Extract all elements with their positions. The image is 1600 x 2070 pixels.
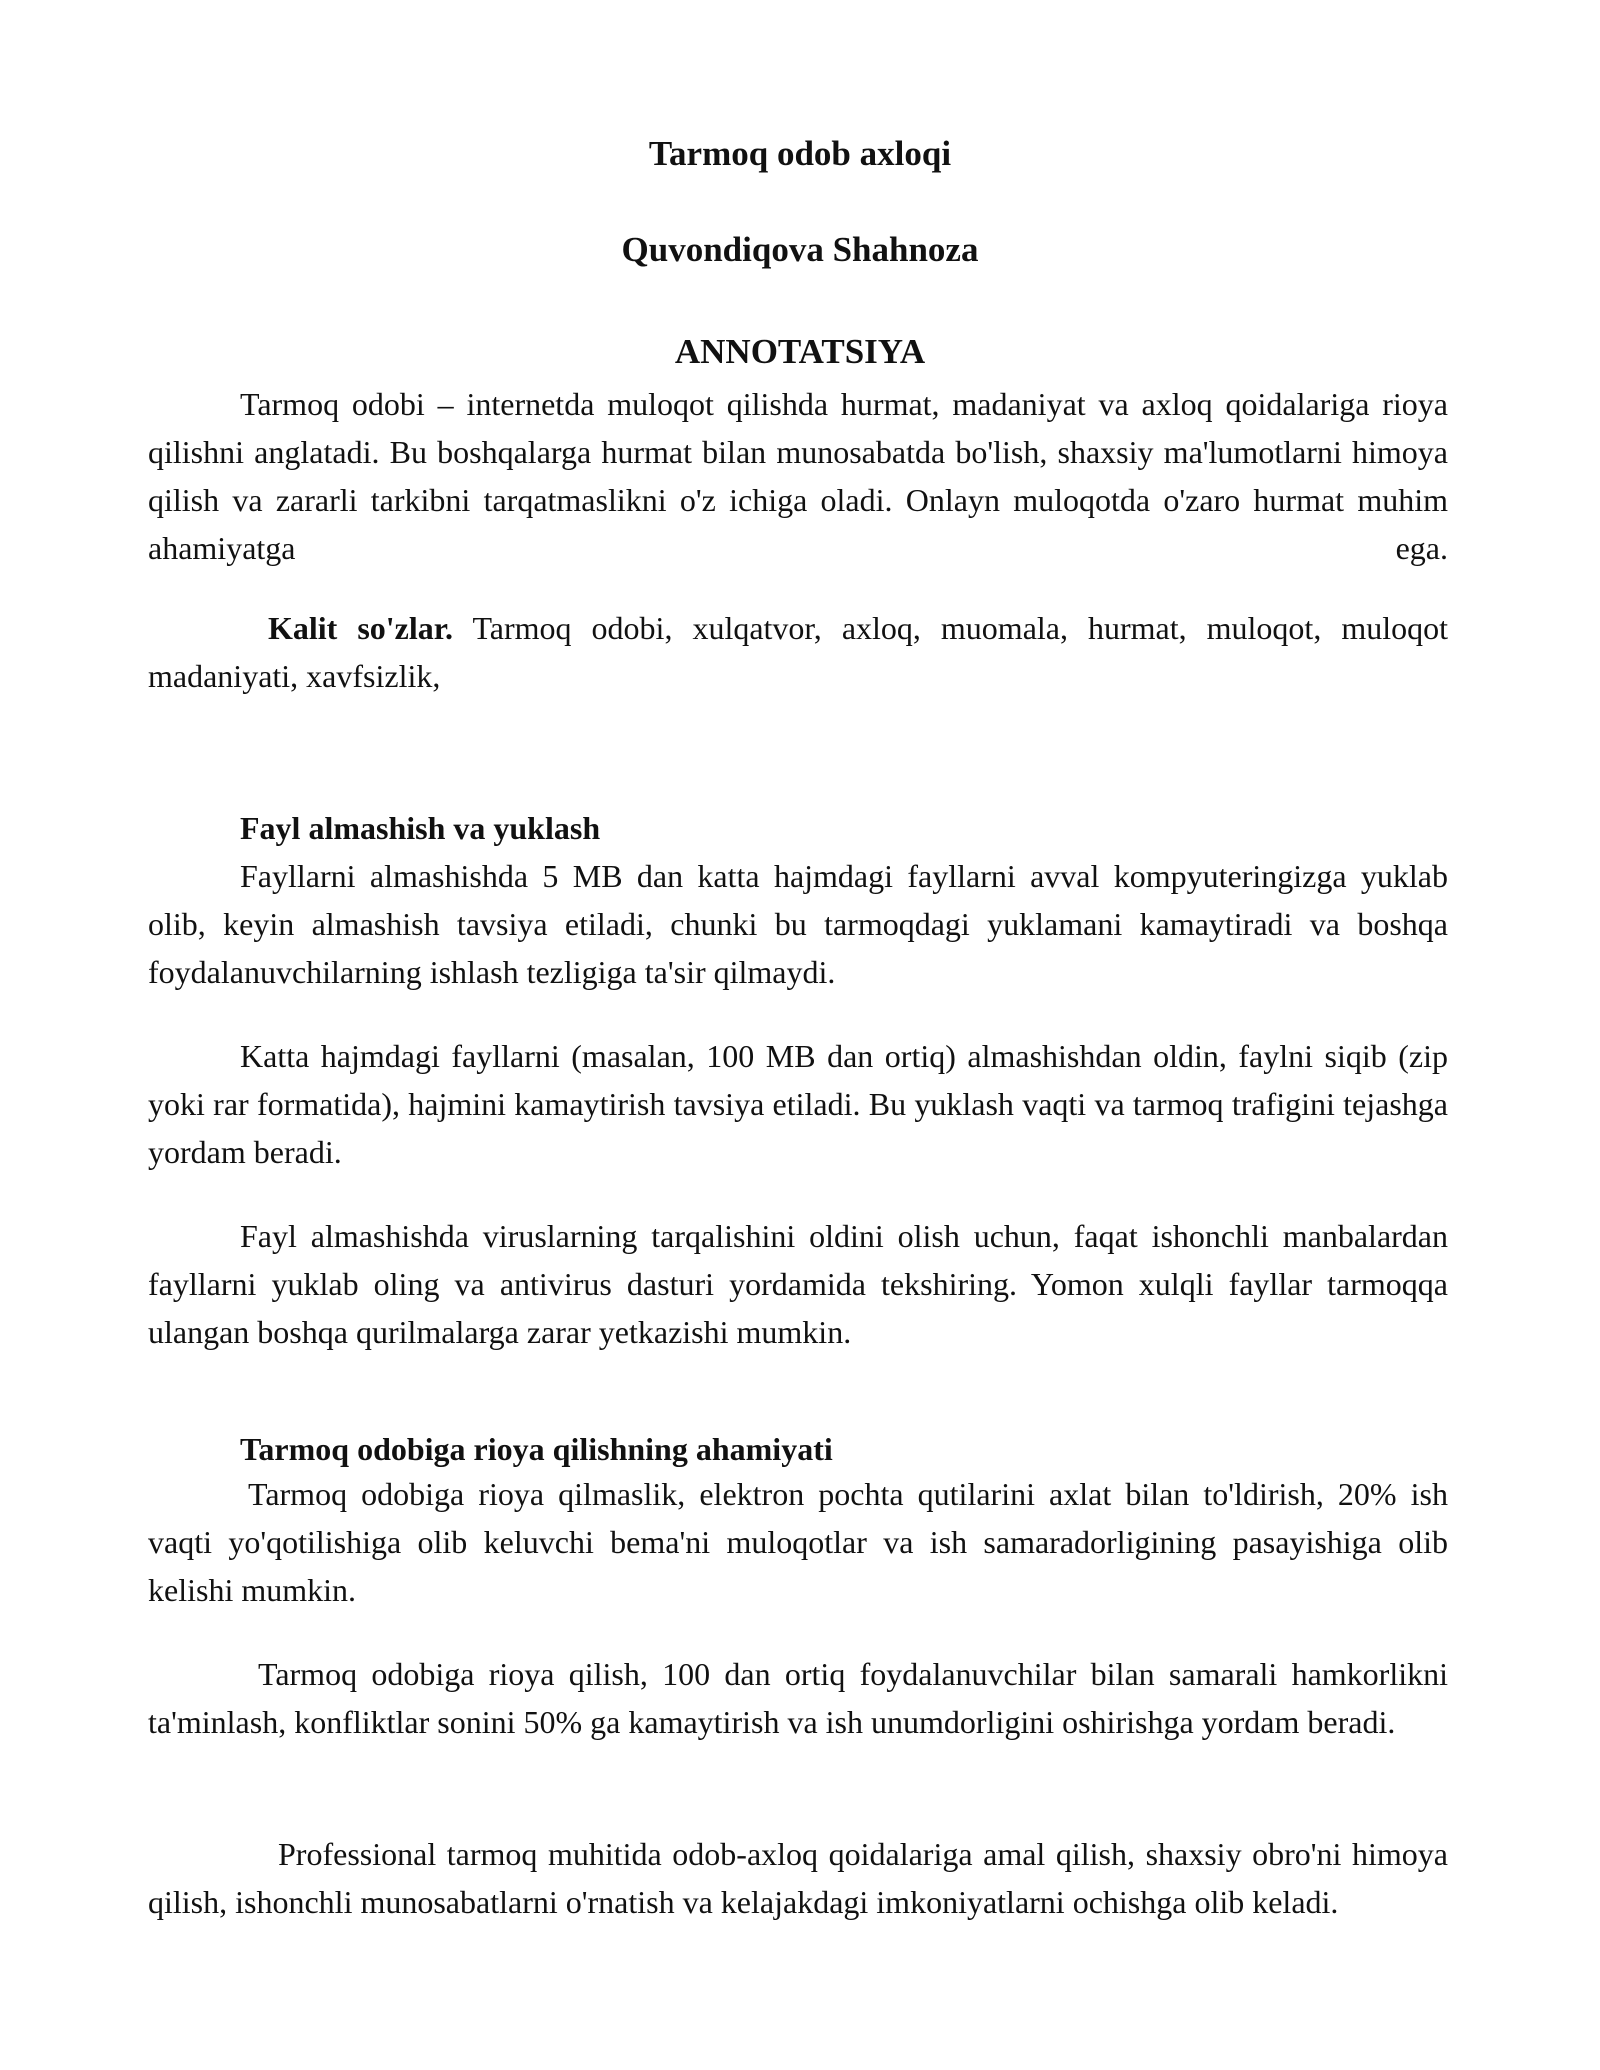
section-fayl-heading: Fayl almashish va yuklash	[240, 810, 601, 846]
section-ahamiyat-paragraph-1: Tarmoq odobiga rioya qilmaslik, elektron pochta qutilarini axlat bilan to'ldirish, 20% ish vaqti yo'qotilishiga olib keluvchi bema'ni muloqotlar va ish samaradorligining pasayishiga olib kelishi mumkin.	[148, 1476, 1448, 1608]
keywords-text: Tarmoq odobi, xulqatvor, axloq, muomala, hurmat, muloqot, muloqot madaniyati, xavfsizlik,	[148, 610, 1449, 694]
author-name: Quvondiqova Shahnoza	[621, 230, 979, 269]
keywords-label: Kalit so'zlar.	[268, 610, 454, 646]
abstract-heading: ANNOTATSIYA	[674, 332, 926, 371]
document-title: Tarmoq odob axloqi	[648, 134, 952, 173]
keywords-paragraph	[148, 604, 1448, 700]
abstract-paragraph: Tarmoq odobi – internetda muloqot qilishda hurmat, madaniyat va axloq qoidalariga rioya qilishni anglatadi. Bu boshqalarga hurmat bilan munosabatda bo'lish, shaxsiy ma'lumotlarni himoya qilish va zararli tarkibni tarqatmaslikni o'z ichiga oladi. Onlayn muloqotda o'zaro hurmat muhim ahamiyatga ega.	[148, 386, 1448, 566]
section-fayl-paragraph-2: Katta hajmdagi fayllarni (masalan, 100 MB dan ortiq) almashishdan oldin, faylni siqib (zip yoki rar formatida), hajmini kamaytirish tavsiya etiladi. Bu yuklash vaqti va tarmoq trafigini tejashga yordam beradi.	[148, 1038, 1448, 1170]
section-fayl-paragraph-3: Fayl almashishda viruslarning tarqalishini oldini olish uchun, faqat ishonchli manbalardan fayllarni yuklab oling va antivirus dasturi yordamida tekshiring. Yomon xulqli fayllar tarmoqqa ulangan boshqa qurilmalarga zarar yetkazishi mumkin.	[148, 1218, 1448, 1350]
section-fayl-paragraph-1: Fayllarni almashishda 5 MB dan katta hajmdagi fayllarni avval kompyuteringizga yuklab olib, keyin almashish tavsiya etiladi, chunki bu tarmoqdagi yuklamani kamaytiradi va boshqa foydalanuvchilarning ishlash tezligiga ta'sir qilmaydi.	[148, 858, 1448, 990]
section-ahamiyat-paragraph-3: Professional tarmoq muhitida odob-axloq qoidalariga amal qilish, shaxsiy obro'ni himoya qilish, ishonchli munosabatlarni o'rnatish va kelajakdagi imkoniyatlarni ochishga olib keladi.	[148, 1836, 1448, 1920]
section-ahamiyat-heading: Tarmoq odobiga rioya qilishning ahamiyati	[240, 1431, 833, 1467]
section-ahamiyat-paragraph-2: Tarmoq odobiga rioya qilish, 100 dan ortiq foydalanuvchilar bilan samarali hamkorlikni ta'minlash, konfliktlar sonini 50% ga kamaytirish va ish unumdorligini oshirishga yordam beradi.	[148, 1656, 1448, 1740]
